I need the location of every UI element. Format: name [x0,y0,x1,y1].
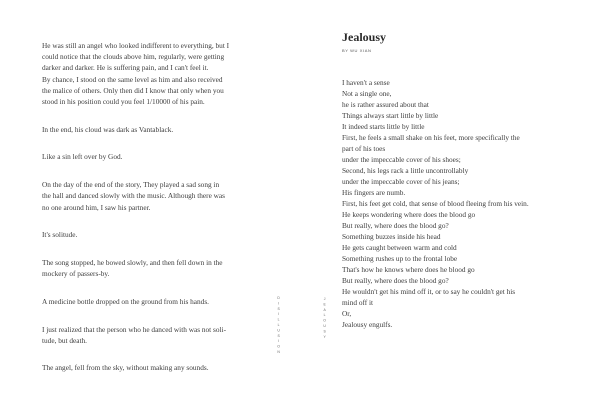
poem-line: under the impeccable cover of his jeans; [342,177,460,186]
poem-line: part of his toes [342,144,386,153]
text-line: He was still an angel who looked indifferent to everything, but I [42,41,230,50]
left-page [42,40,264,390]
paragraph [42,257,264,279]
poem-line: First, his feet get cold, that sense of blood fleeing from his vein. [342,199,529,208]
text-line: could notice that the clouds above him, regularly, were getting [42,52,225,62]
text-line: darker and darker. He is suffering pain, and I can't feel it. [42,63,209,73]
poem-author: BY WU XIAN [342,48,372,53]
poem-line: He wouldn't get his mind off it, or to say he couldn't get his [342,287,516,296]
paragraph [42,362,264,373]
poem-line: Jealousy engulfs. [342,320,393,329]
text-line: I just realized that the person who he danced with was not soli- [42,324,226,334]
text-line: Like a sin left over by God. [42,152,123,162]
right-page [342,30,572,330]
poem-line: But really, where does the blood go? [342,221,449,230]
text-line: On the day of the end of the story, They played a sad song in [42,180,220,190]
poem-line: Things always start little by little [342,111,439,120]
paragraph [42,40,264,107]
text-line: The song stopped, he bowed slowly, and then fell down in the [42,257,223,267]
paragraph [42,296,264,307]
poem-line: Something buzzes inside his head [342,232,441,241]
paragraph [42,179,264,213]
text-line: It's solitude. [42,230,78,240]
text-line: mockery of passers-by. [42,269,110,279]
spine-running-title-right: JEALOUSY [322,297,327,341]
poem-title: Jealousy [342,30,387,44]
poem-line: Or, [342,309,352,318]
poem-line: Not a single one, [342,89,392,98]
paragraph [42,229,264,240]
text-line: no one around him, I saw his partner. [42,202,151,212]
poem-line: But really, where does the blood go? [342,276,449,285]
poem-line: mind off it [342,298,374,307]
text-line: tude, but death. [42,335,87,345]
text-line: the malice of others. Only then did I know that only when you [42,85,224,95]
poem-line: under the impeccable cover of his shoes; [342,155,461,164]
text-line: stood in his position could you feel 1/10000 of his pain. [42,97,205,107]
poem-line: His fingers are numb. [342,188,406,197]
text-line: A medicine bottle dropped on the ground from his hands. [42,296,209,306]
text-line: By chance, I stood on the same level as him and also received [42,74,223,84]
text-line: the hall and danced slowly with the music. Although there was [42,191,225,201]
poem-line: That's how he knows where does he blood go [342,265,475,274]
text-line: In the end, his cloud was dark as Vantablack. [42,124,174,134]
paragraph [42,151,264,162]
paragraph [42,124,264,135]
poem-line: I haven't a sense [342,78,390,87]
poem-body [342,77,572,330]
spine-running-title-left: DISILLUSION [276,296,281,356]
text-line: The angel, fell from the sky, without making any sounds. [42,363,209,373]
poem-line: Something rushes up to the frontal lobe [342,254,458,263]
poem-line: he is rather assured about that [342,100,429,109]
poem-line: First, he feels a small shake on his feet, more specifically the [342,133,520,142]
poem-line: It indeed starts little by little [342,122,425,131]
poem-line: He gets caught between warm and cold [342,243,457,252]
paragraph [42,324,264,346]
poem-line: He keeps wondering where does the blood go [342,210,476,219]
poem-line: Second, his legs rack a little uncontrollably [342,166,469,175]
